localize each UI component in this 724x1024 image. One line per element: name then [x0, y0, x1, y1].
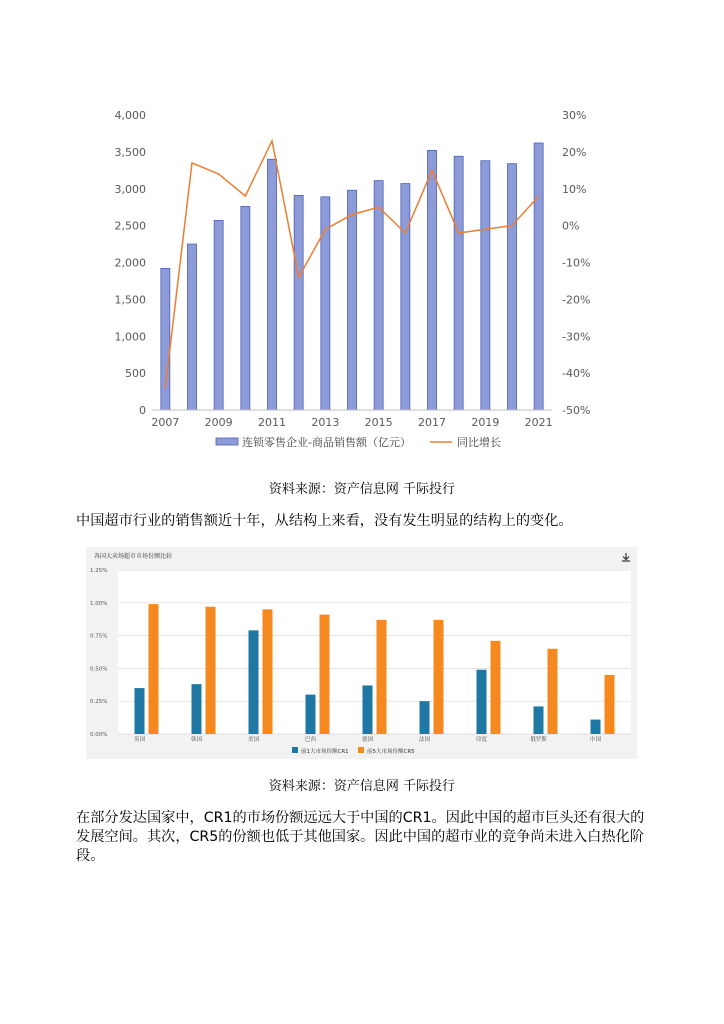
- y-right-tick-label: -10%: [562, 256, 591, 270]
- y-left-tick-label: 1,000: [114, 330, 146, 344]
- paragraph-2: [76, 809, 651, 866]
- x-tick-label: 印度: [475, 737, 488, 743]
- chart-legend: [292, 747, 415, 755]
- paragraph-1: 中国超市行业的销售额近十年，从结构上来看，没有发生明显的结构上的变化。: [76, 513, 573, 529]
- x-tick-label: 2019: [471, 416, 500, 429]
- x-tick-label: 2007: [151, 416, 180, 429]
- bar-sales: [161, 268, 170, 410]
- y-left-tick-label: 500: [125, 367, 146, 381]
- y-tick-label: 0.75%: [90, 633, 108, 640]
- bar-cr1: [363, 685, 373, 734]
- bar-sales: [188, 244, 197, 410]
- bar-cr1: [192, 684, 202, 734]
- bar-sales: [481, 161, 490, 410]
- y-tick-label: 1.25%: [90, 568, 108, 574]
- y-right-tick-label: -40%: [562, 367, 591, 381]
- y-right-tick-label: -30%: [562, 330, 591, 344]
- bar-cr1: [420, 701, 430, 734]
- paragraph-2-line-1: 在部分发达国家中，CR1的市场份额远远大于中国的CR1。因此中国的超市巨头还有很大的: [76, 810, 645, 826]
- bar-cr5: [206, 607, 216, 734]
- legend-label-growth: 同比增长: [457, 436, 501, 449]
- bar-cr5: [320, 615, 330, 734]
- x-tick-label: 2011: [258, 416, 286, 429]
- bar-sales: [214, 220, 223, 410]
- bar-cr1: [249, 630, 259, 734]
- sales-growth-chart: [100, 100, 591, 460]
- y-right-tick-label: -50%: [562, 404, 591, 417]
- bar-sales: [401, 184, 410, 410]
- y-right-tick-label: 0%: [562, 219, 580, 233]
- x-tick-label: 中国: [589, 737, 602, 743]
- y-tick-label: 1.00%: [90, 600, 108, 607]
- legend-label-cr5: 前5大市场份额CR5: [367, 749, 415, 755]
- bar-cr5: [605, 675, 615, 734]
- y-right-tick-label: 30%: [562, 109, 587, 122]
- y-right-tick-label: 20%: [562, 145, 587, 159]
- y-right-tick-label: -20%: [562, 293, 591, 307]
- y-left-tick-label: 2,000: [114, 256, 146, 270]
- y-left-tick-label: 3,000: [114, 182, 146, 196]
- legend-swatch-cr5: [358, 747, 364, 753]
- x-tick-label: 俄罗斯: [530, 737, 547, 743]
- bar-cr1: [135, 688, 145, 734]
- x-tick-label: 2015: [364, 416, 393, 429]
- bar-sales: [508, 164, 517, 410]
- x-tick-label: 2017: [418, 416, 446, 429]
- y-tick-label: 0.50%: [90, 666, 108, 673]
- y-left-tick-label: 3,500: [114, 145, 146, 159]
- bar-sales: [268, 159, 277, 410]
- x-tick-label: 2021: [524, 416, 553, 429]
- download-icon[interactable]: [622, 553, 630, 561]
- paragraph-2-line-3: 段。: [76, 848, 105, 864]
- bar-cr1: [534, 706, 544, 734]
- bar-cr1: [306, 695, 316, 734]
- bar-cr1: [591, 720, 601, 734]
- x-tick-label: 2013: [311, 416, 340, 429]
- y-tick-label: 0.00%: [90, 732, 108, 738]
- x-tick-label: 2009: [204, 416, 233, 429]
- y-right-tick-label: 10%: [562, 182, 587, 196]
- bar-cr1: [477, 670, 487, 734]
- bar-cr5: [548, 649, 558, 734]
- market-share-chart: [86, 547, 637, 759]
- legend-swatch-sales: [216, 438, 238, 445]
- legend-swatch-cr1: [292, 747, 298, 753]
- x-tick-label: 法国: [418, 737, 431, 743]
- chart-legend: [216, 435, 501, 449]
- source-caption-2: 资料来源：资产信息网 千际投行: [268, 779, 456, 794]
- bar-cr5: [434, 620, 444, 734]
- bar-sales: [428, 150, 437, 410]
- bar-cr5: [263, 609, 273, 734]
- source-caption-1: 资料来源：资产信息网 千际投行: [268, 482, 456, 497]
- x-tick-label: 英国: [133, 737, 146, 743]
- x-tick-label: 德国: [361, 737, 374, 743]
- bar-cr5: [491, 641, 501, 734]
- y-left-tick-label: 4,000: [114, 109, 146, 122]
- y-tick-label: 0.25%: [90, 699, 108, 706]
- x-tick-label: 美国: [247, 737, 260, 743]
- bar-sales: [241, 206, 250, 410]
- bar-sales: [374, 181, 383, 410]
- paragraph-2-line-2: 发展空间。其次，CR5的份额也低于其他国家。因此中国的超市业的竞争尚未进入白热化阶: [76, 829, 644, 845]
- bar-sales: [534, 143, 543, 410]
- legend-label-cr1: 前1大市场份额CR1: [301, 749, 349, 755]
- y-left-tick-label: 2,500: [114, 219, 146, 233]
- legend-label-sales: 连锁零售企业-商品销售额（亿元）: [242, 436, 411, 449]
- x-tick-label: 巴西: [304, 737, 317, 743]
- bar-sales: [294, 195, 303, 410]
- y-left-tick-label: 0: [139, 404, 146, 417]
- y-left-tick-label: 1,500: [114, 293, 146, 307]
- chart-title: 各国大卖场超市市场份额比较: [94, 553, 173, 560]
- bar-cr5: [377, 620, 387, 734]
- bar-cr5: [149, 604, 159, 734]
- bar-sales: [454, 156, 463, 410]
- x-tick-label: 韩国: [190, 737, 203, 743]
- bar-sales: [348, 190, 357, 410]
